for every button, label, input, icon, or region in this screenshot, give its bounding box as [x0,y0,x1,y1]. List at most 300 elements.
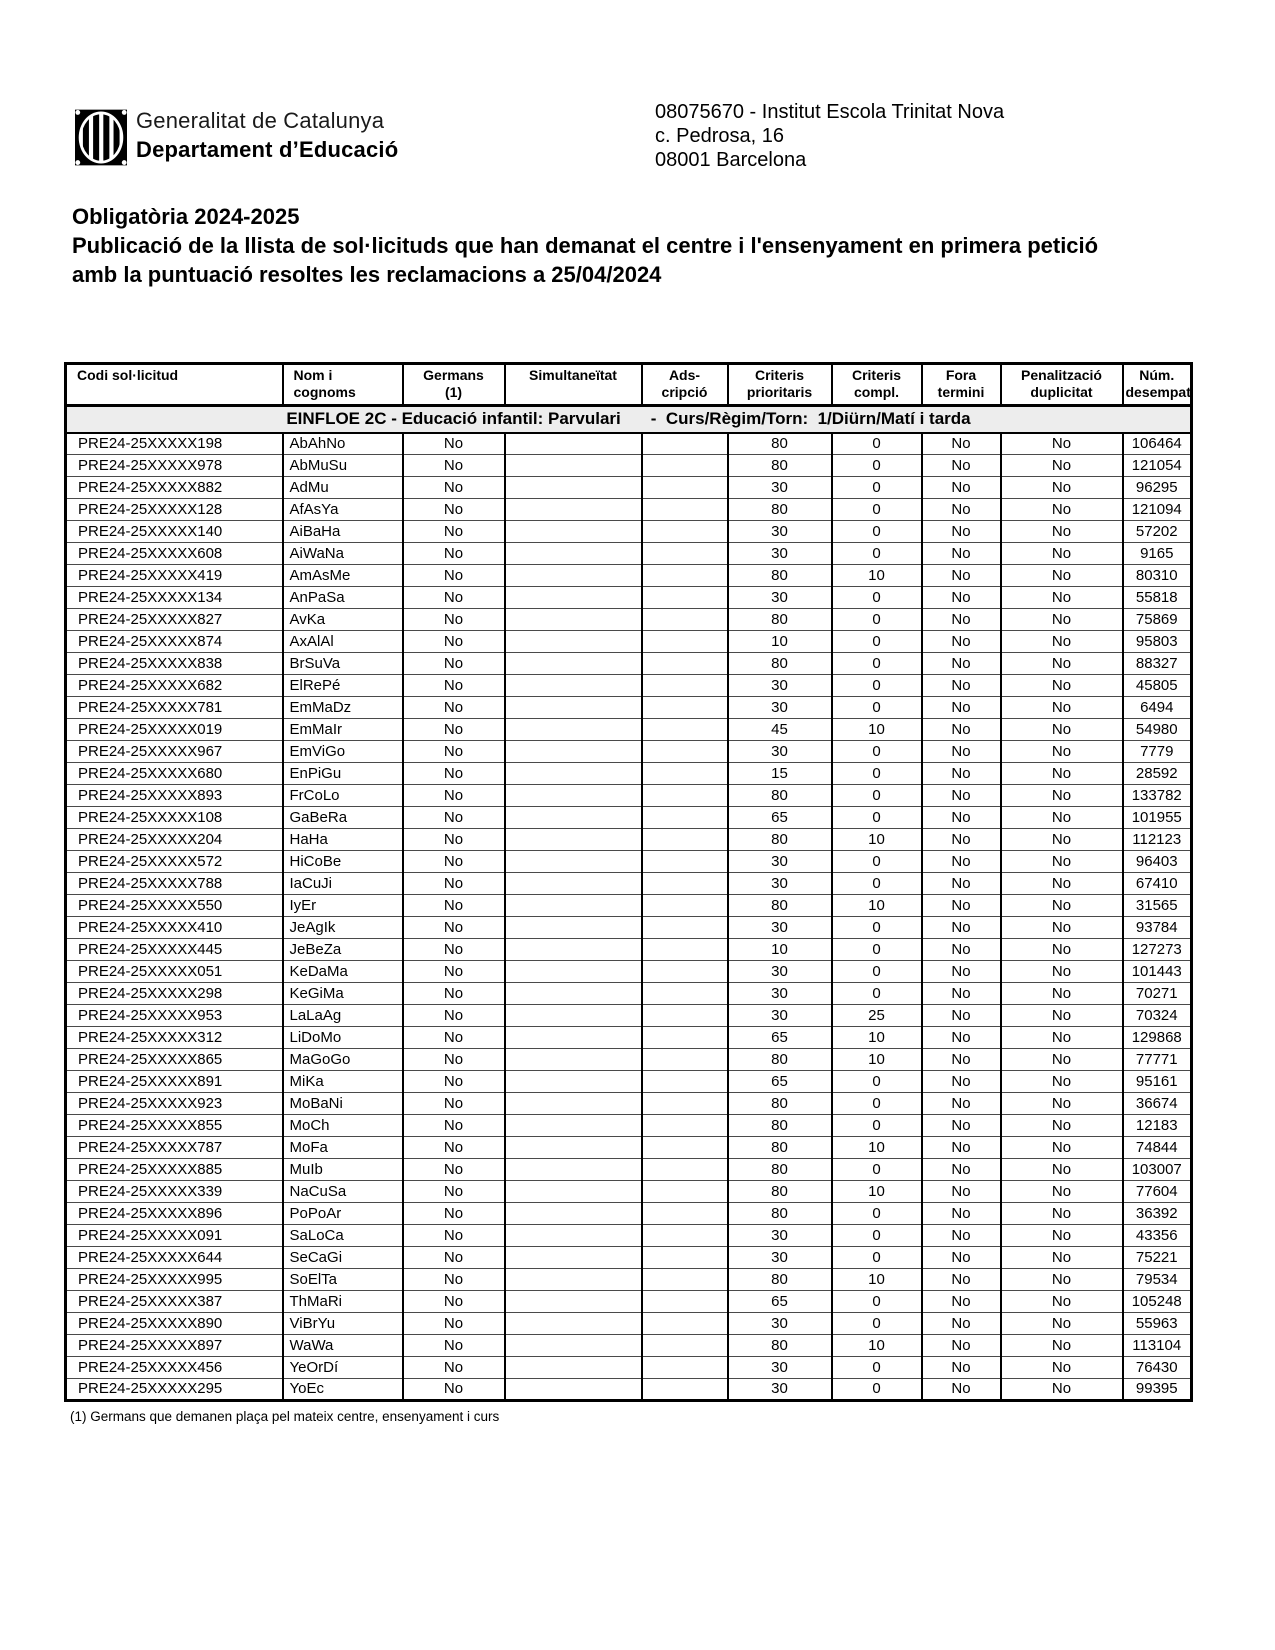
table-cell: LiDoMo [283,1027,403,1049]
table-cell: 0 [832,1159,922,1181]
table-cell: JeBeZa [283,939,403,961]
table-cell: No [1001,983,1123,1005]
table-cell: 28592 [1123,763,1192,785]
table-cell: No [1001,895,1123,917]
table-row [66,1159,1192,1181]
table-cell: No [403,807,505,829]
table-cell: No [922,1181,1001,1203]
table-row [66,1203,1192,1225]
table-cell: No [922,1357,1001,1379]
table-cell [505,1093,642,1115]
table-row [66,1115,1192,1137]
table-cell: 0 [832,873,922,895]
col-header-fora-termini: Fora termini [922,364,1001,406]
table-cell: No [403,1093,505,1115]
table-row [66,543,1192,565]
table-cell: No [922,1269,1001,1291]
table-row [66,873,1192,895]
table-cell: KeDaMa [283,961,403,983]
table-cell: PRE24-25XXXXX312 [66,1027,283,1049]
table-cell: No [1001,1181,1123,1203]
col-header-nom: Nom i cognoms [283,364,403,406]
table-cell: 105248 [1123,1291,1192,1313]
col-header-penalitzacio: Penalització duplicitat [1001,364,1123,406]
table-cell [642,741,728,763]
table-cell: 10 [832,719,922,741]
table-cell: No [922,1159,1001,1181]
table-cell: 10 [832,895,922,917]
table-cell [505,543,642,565]
table-cell: PRE24-25XXXXX419 [66,565,283,587]
table-cell: SoElTa [283,1269,403,1291]
table-cell: 54980 [1123,719,1192,741]
table-cell: IaCuJi [283,873,403,895]
table-cell: No [922,1247,1001,1269]
table-row [66,1181,1192,1203]
table-cell: No [922,1335,1001,1357]
table-cell: No [922,763,1001,785]
table-cell: No [403,1049,505,1071]
table-cell: FrCoLo [283,785,403,807]
table-cell: 70271 [1123,983,1192,1005]
table-cell: 0 [832,433,922,455]
table-cell: 45805 [1123,675,1192,697]
table-cell: 6494 [1123,697,1192,719]
table-cell: No [922,609,1001,631]
table-cell [505,1027,642,1049]
table-cell: PRE24-25XXXXX051 [66,961,283,983]
table-cell: AdMu [283,477,403,499]
table-row [66,785,1192,807]
table-header [66,364,1192,406]
table-cell [505,521,642,543]
table-cell: No [1001,961,1123,983]
table-cell: No [1001,455,1123,477]
table-cell: 7779 [1123,741,1192,763]
table-cell: No [403,983,505,1005]
table-cell: 9165 [1123,543,1192,565]
table-cell: No [922,851,1001,873]
table-cell: 30 [728,1005,832,1027]
table-row [66,1225,1192,1247]
table-cell [642,851,728,873]
table-cell: PRE24-25XXXXX644 [66,1247,283,1269]
table-cell: SeCaGi [283,1247,403,1269]
table-cell: No [922,917,1001,939]
table-cell: No [403,1379,505,1401]
table-cell: 75221 [1123,1247,1192,1269]
table-cell: PRE24-25XXXXX204 [66,829,283,851]
table-cell: No [922,1137,1001,1159]
table-cell [505,1115,642,1137]
table-cell: No [922,983,1001,1005]
department-name: Departament d’Educació [136,137,399,162]
title-period: Obligatòria 2024-2025 [72,204,300,229]
table-cell [642,1225,728,1247]
table-cell: PRE24-25XXXXX134 [66,587,283,609]
table-cell [505,499,642,521]
table-cell: No [922,565,1001,587]
table-cell [642,1335,728,1357]
table-cell: 96403 [1123,851,1192,873]
table-cell: 31565 [1123,895,1192,917]
table-row [66,1357,1192,1379]
table-cell: No [403,1291,505,1313]
table-cell [642,1291,728,1313]
table-cell: AiBaHa [283,521,403,543]
table-cell [505,1005,642,1027]
table-row [66,1005,1192,1027]
table-cell: No [1001,565,1123,587]
table-cell: ThMaRi [283,1291,403,1313]
table-cell: MoFa [283,1137,403,1159]
table-cell [505,455,642,477]
table-cell: 76430 [1123,1357,1192,1379]
table-cell: 45 [728,719,832,741]
table-cell: PRE24-25XXXXX339 [66,1181,283,1203]
table-cell: 12183 [1123,1115,1192,1137]
table-cell: 30 [728,873,832,895]
table-cell: 80 [728,565,832,587]
table-cell: PRE24-25XXXXX953 [66,1005,283,1027]
table-row [66,1247,1192,1269]
table-cell: SaLoCa [283,1225,403,1247]
table-cell [505,829,642,851]
table-cell: 10 [832,1335,922,1357]
table-cell: 30 [728,1225,832,1247]
table-cell [642,1137,728,1159]
table-cell: 80 [728,1115,832,1137]
table-cell: 0 [832,1379,922,1401]
table-cell: 0 [832,587,922,609]
table-cell: AbAhNo [283,433,403,455]
table-cell: PRE24-25XXXXX838 [66,653,283,675]
table-cell: No [403,895,505,917]
table-cell: No [922,543,1001,565]
table-cell: No [403,741,505,763]
document-title [72,202,1122,289]
table-cell: 70324 [1123,1005,1192,1027]
table-cell: No [403,961,505,983]
table-caption-curs-regim-torn: - Curs/Règim/Torn: 1/Diürn/Matí i tarda [650,409,971,429]
table-cell [505,1379,642,1401]
table-cell: 43356 [1123,1225,1192,1247]
table-cell: No [1001,587,1123,609]
table-cell: 93784 [1123,917,1192,939]
table-cell: No [922,1379,1001,1401]
table-cell: 0 [832,653,922,675]
table-cell: 10 [728,939,832,961]
table-cell: HiCoBe [283,851,403,873]
table-cell: PRE24-25XXXXX128 [66,499,283,521]
table-cell: 0 [832,1225,922,1247]
table-cell: PRE24-25XXXXX572 [66,851,283,873]
table-cell: 95803 [1123,631,1192,653]
table-cell: No [922,741,1001,763]
table-cell [642,829,728,851]
table-cell: 0 [832,741,922,763]
table-cell: GaBeRa [283,807,403,829]
table-cell: No [1001,1225,1123,1247]
table-cell: 80 [728,1159,832,1181]
col-header-adscripcio: Ads- cripció [642,364,728,406]
table-cell [505,939,642,961]
centre-address [655,100,1004,172]
table-cell: 10 [832,1269,922,1291]
table-cell [505,565,642,587]
table-cell: No [403,675,505,697]
table-cell: PRE24-25XXXXX896 [66,1203,283,1225]
table-cell [642,1115,728,1137]
table-cell: No [403,763,505,785]
table-cell: PRE24-25XXXXX874 [66,631,283,653]
table-cell: 0 [832,455,922,477]
footnote: (1) Germans que demanen plaça pel mateix centre, ensenyament i curs [70,1409,500,1424]
table-cell: PRE24-25XXXXX091 [66,1225,283,1247]
table-cell: 121054 [1123,455,1192,477]
table-row [66,961,1192,983]
col-header-simultaneitat: Simultaneïtat [505,364,642,406]
table-cell [642,939,728,961]
table-cell: 80 [728,1137,832,1159]
table-cell [505,1203,642,1225]
table-cell: 101955 [1123,807,1192,829]
table-cell: No [403,1357,505,1379]
table-cell: 0 [832,785,922,807]
table-cell: 80 [728,829,832,851]
table-cell: 0 [832,1203,922,1225]
table-cell: YeOrDí [283,1357,403,1379]
table-cell: AiWaNa [283,543,403,565]
table-cell: 80 [728,1181,832,1203]
table-cell: 88327 [1123,653,1192,675]
table-cell: 0 [832,1291,922,1313]
table-cell: No [403,1159,505,1181]
table-cell: No [403,829,505,851]
table-cell: 36674 [1123,1093,1192,1115]
table-cell: No [922,1027,1001,1049]
table-cell: PRE24-25XXXXX198 [66,433,283,455]
table-cell [642,1005,728,1027]
table-cell: 36392 [1123,1203,1192,1225]
table-cell [642,521,728,543]
table-cell: PRE24-25XXXXX882 [66,477,283,499]
table-cell: 30 [728,851,832,873]
table-cell: PRE24-25XXXXX295 [66,1379,283,1401]
table-cell [505,785,642,807]
table-cell: PRE24-25XXXXX855 [66,1115,283,1137]
table-cell: No [1001,1159,1123,1181]
table-cell: No [1001,653,1123,675]
table-cell: No [403,917,505,939]
table-cell: 80 [728,433,832,455]
table-cell: 79534 [1123,1269,1192,1291]
table-cell: 0 [832,631,922,653]
table-cell: No [922,1071,1001,1093]
table-cell: No [1001,1005,1123,1027]
table-cell: EnPiGu [283,763,403,785]
table-cell [642,1159,728,1181]
table-cell: No [922,433,1001,455]
table-cell: No [403,587,505,609]
org-header [75,108,398,166]
table-row [66,565,1192,587]
table-cell: No [922,477,1001,499]
table-cell: 80 [728,1049,832,1071]
table-row [66,917,1192,939]
table-cell: No [1001,939,1123,961]
table-cell: No [1001,1357,1123,1379]
table-cell: AxAlAl [283,631,403,653]
table-cell: 67410 [1123,873,1192,895]
table-cell: No [403,851,505,873]
table-cell: No [1001,785,1123,807]
table-cell [505,1225,642,1247]
table-cell: 10 [832,1027,922,1049]
table-cell: 133782 [1123,785,1192,807]
table-cell: No [1001,1379,1123,1401]
table-cell: No [403,1225,505,1247]
table-cell: AmAsMe [283,565,403,587]
table-cell: 0 [832,763,922,785]
table-cell: PRE24-25XXXXX019 [66,719,283,741]
table-cell [642,697,728,719]
table-cell: LaLaAg [283,1005,403,1027]
table-cell [642,1313,728,1335]
table-cell: No [1001,543,1123,565]
table-cell: No [403,631,505,653]
table-caption-ensenyament: EINFLOE 2C - Educació infantil: Parvulari [286,409,621,429]
table-cell [642,807,728,829]
table-cell [505,1269,642,1291]
table-cell [505,983,642,1005]
table-cell [505,477,642,499]
table-cell: AfAsYa [283,499,403,521]
table-cell: PRE24-25XXXXX967 [66,741,283,763]
table-cell: No [922,961,1001,983]
table-cell [505,1357,642,1379]
table-cell: No [1001,829,1123,851]
table-cell [505,433,642,455]
table-row [66,741,1192,763]
table-cell: No [922,1005,1001,1027]
table-cell: No [403,1269,505,1291]
table-cell: 0 [832,609,922,631]
table-cell: 0 [832,983,922,1005]
table-cell: 0 [832,939,922,961]
table-cell: No [1001,1247,1123,1269]
table-cell: No [403,543,505,565]
table-cell: No [1001,1335,1123,1357]
table-cell [642,477,728,499]
table-cell: No [1001,873,1123,895]
table-row [66,609,1192,631]
table-cell: No [922,719,1001,741]
table-cell: 30 [728,587,832,609]
table-cell [505,609,642,631]
table-cell: No [1001,851,1123,873]
table-cell: No [403,1203,505,1225]
table-cell [505,1049,642,1071]
table-cell: 30 [728,675,832,697]
table-cell: No [1001,521,1123,543]
table-cell: PRE24-25XXXXX608 [66,543,283,565]
centre-code-name: 08075670 - Institut Escola Trinitat Nova [655,101,1005,123]
table-cell: No [922,939,1001,961]
table-cell [642,631,728,653]
table-cell: PRE24-25XXXXX298 [66,983,283,1005]
table-cell: No [922,895,1001,917]
table-cell: No [922,631,1001,653]
table-cell: No [1001,719,1123,741]
applications-table [64,362,1193,1402]
table-cell: No [1001,499,1123,521]
table-cell [505,895,642,917]
table-cell: 30 [728,697,832,719]
table-cell: No [922,521,1001,543]
table-cell [642,1049,728,1071]
table-cell: 10 [832,565,922,587]
table-cell: JeAgIk [283,917,403,939]
table-cell: 30 [728,1357,832,1379]
table-cell: MoCh [283,1115,403,1137]
table-row [66,1071,1192,1093]
table-cell: 30 [728,741,832,763]
table-cell [505,1181,642,1203]
table-cell: 10 [728,631,832,653]
table-cell [642,499,728,521]
table-cell [505,631,642,653]
table-cell: MaGoGo [283,1049,403,1071]
table-body [66,433,1192,1401]
table-cell: No [1001,1203,1123,1225]
table-cell [642,587,728,609]
table-cell: 15 [728,763,832,785]
table-cell: No [922,675,1001,697]
table-cell: No [403,1137,505,1159]
table-cell: No [1001,1291,1123,1313]
table-cell: 25 [832,1005,922,1027]
table-cell: 10 [832,1181,922,1203]
table-row [66,455,1192,477]
table-cell: 0 [832,697,922,719]
table-cell: 30 [728,477,832,499]
col-header-germans: Germans (1) [403,364,505,406]
table-cell [505,697,642,719]
table-cell [642,763,728,785]
table-cell [642,653,728,675]
table-cell: 0 [832,961,922,983]
table-cell: PRE24-25XXXXX680 [66,763,283,785]
table-cell: PRE24-25XXXXX890 [66,1313,283,1335]
table-cell [505,587,642,609]
table-cell [642,895,728,917]
table-cell [642,1247,728,1269]
table-cell: YoEc [283,1379,403,1401]
table-row [66,895,1192,917]
table-cell: 30 [728,543,832,565]
table-cell: 30 [728,917,832,939]
table-cell [642,1093,728,1115]
table-cell: 80 [728,1269,832,1291]
table-cell: 112123 [1123,829,1192,851]
table-cell: No [922,697,1001,719]
title-description: Publicació de la llista de sol·licituds que han demanat el centre i l'ensenyament en primera petició amb la puntuació resoltes les reclamacions a 25/04/2024 [72,233,1099,287]
table-cell [642,719,728,741]
table-cell: PRE24-25XXXXX108 [66,807,283,829]
table-cell: 75869 [1123,609,1192,631]
table-cell [642,785,728,807]
